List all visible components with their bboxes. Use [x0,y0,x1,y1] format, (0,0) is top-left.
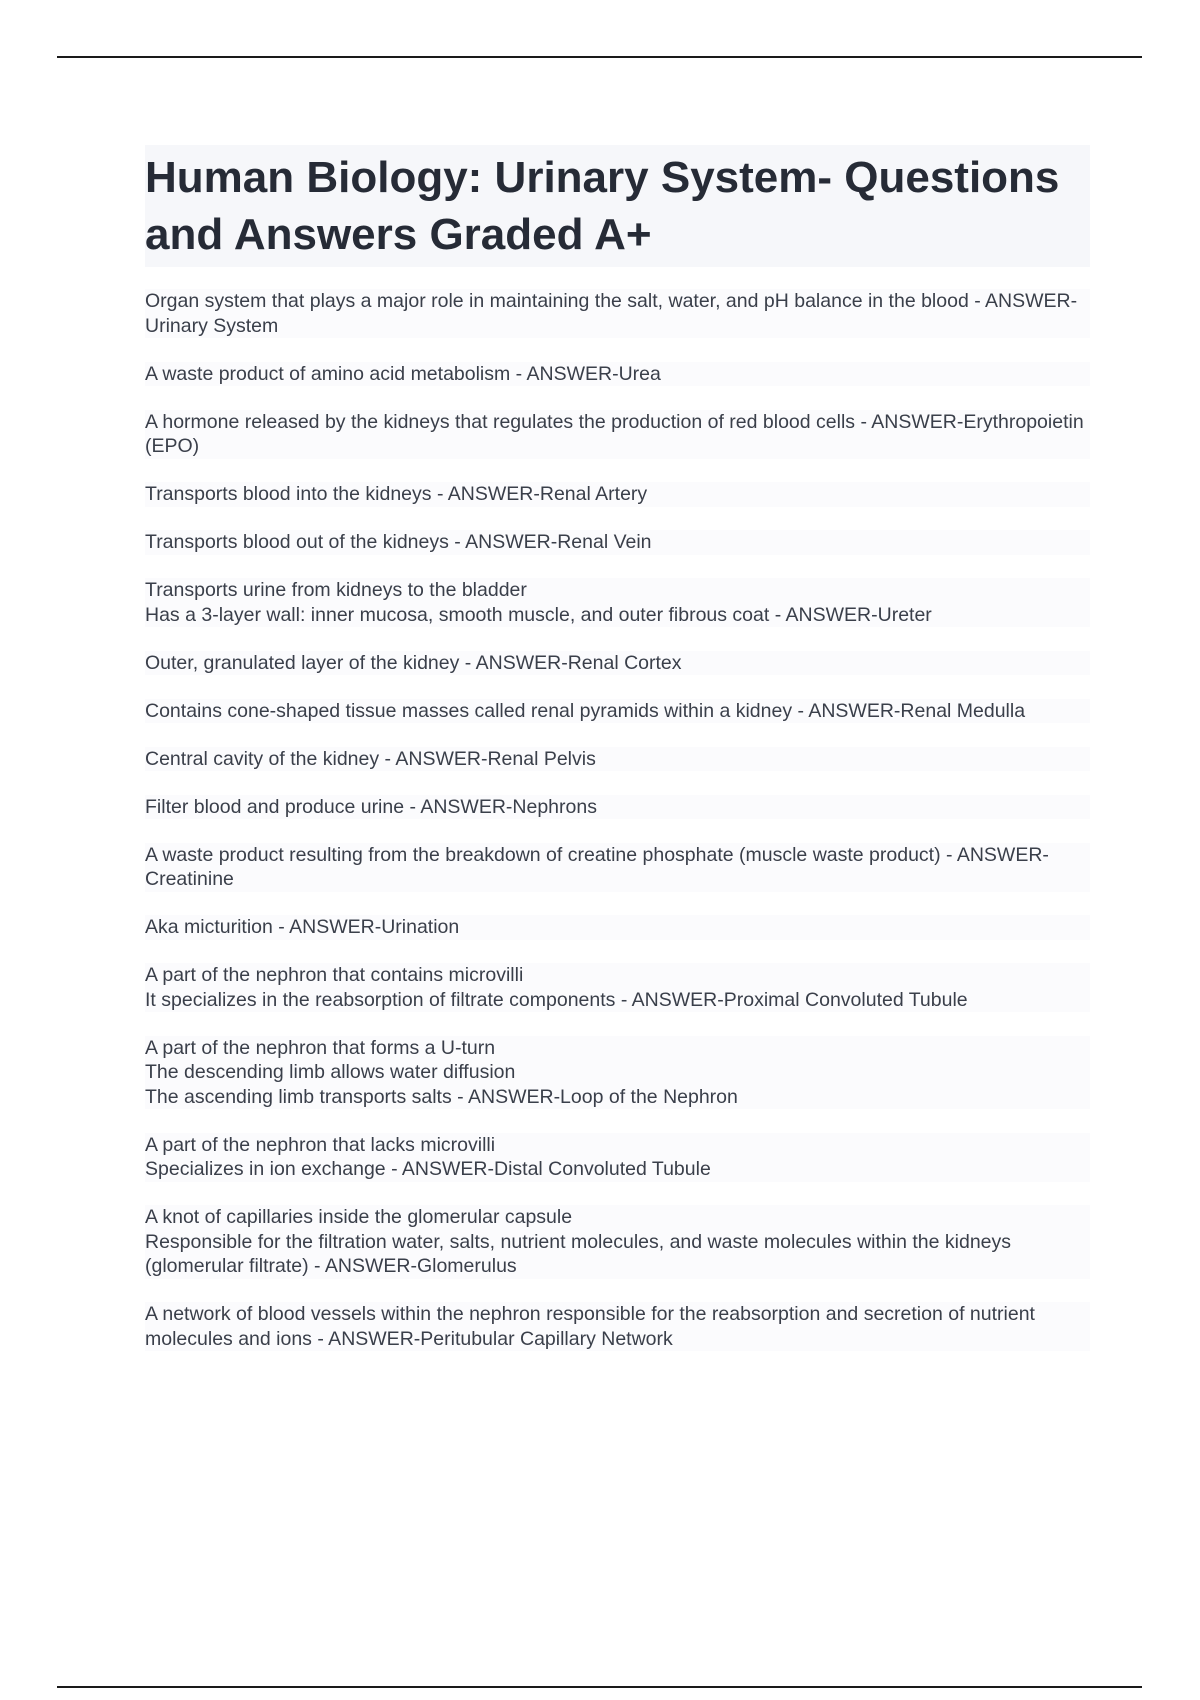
qa-item: A waste product of amino acid metabolism - ANSWER-Urea [145,362,1090,387]
title-block [145,145,1090,267]
document-body [145,145,1090,1375]
qa-item: Aka micturition - ANSWER-Urination [145,915,1090,940]
qa-item: A part of the nephron that forms a U-turn The descending limb allows water diffusion The ascending limb transports salts - ANSWER-Loop of the Nephron [145,1036,1090,1110]
qa-item: Filter blood and produce urine - ANSWER-Nephrons [145,795,1090,820]
qa-item: A waste product resulting from the breakdown of creatine phosphate (muscle waste product) - ANSWER-Creatinine [145,843,1090,892]
bottom-rule [57,1686,1142,1688]
qa-item: A hormone released by the kidneys that regulates the production of red blood cells - ANSWER-Erythropoietin (EPO) [145,410,1090,459]
document-title: Human Biology: Urinary System- Questions and Answers Graded A+ [145,153,1060,259]
qa-item: Transports blood into the kidneys - ANSWER-Renal Artery [145,482,1090,507]
qa-item: Transports blood out of the kidneys - ANSWER-Renal Vein [145,530,1090,555]
qa-item: Outer, granulated layer of the kidney - ANSWER-Renal Cortex [145,651,1090,676]
qa-item: Contains cone-shaped tissue masses called renal pyramids within a kidney - ANSWER-Renal Medulla [145,699,1090,724]
qa-item: A part of the nephron that lacks microvilli Specializes in ion exchange - ANSWER-Distal Convoluted Tubule [145,1133,1090,1182]
qa-item: A knot of capillaries inside the glomerular capsule Responsible for the filtration water, salts, nutrient molecules, and waste molecules within the kidneys (glomerular filtrate) - ANSWER-Glomerulus [145,1205,1090,1279]
qa-item: Organ system that plays a major role in maintaining the salt, water, and pH balance in the blood - ANSWER-Urinary System [145,289,1090,338]
qa-item: A part of the nephron that contains microvilli It specializes in the reabsorption of filtrate components - ANSWER-Proximal Convoluted Tubule [145,963,1090,1012]
qa-item: A network of blood vessels within the nephron responsible for the reabsorption and secretion of nutrient molecules and ions - ANSWER-Peritubular Capillary Network [145,1302,1090,1351]
qa-item: Central cavity of the kidney - ANSWER-Renal Pelvis [145,747,1090,772]
qa-list [145,289,1090,1351]
qa-item: Transports urine from kidneys to the bladder Has a 3-layer wall: inner mucosa, smooth muscle, and outer fibrous coat - ANSWER-Ureter [145,578,1090,627]
top-rule [57,56,1142,58]
